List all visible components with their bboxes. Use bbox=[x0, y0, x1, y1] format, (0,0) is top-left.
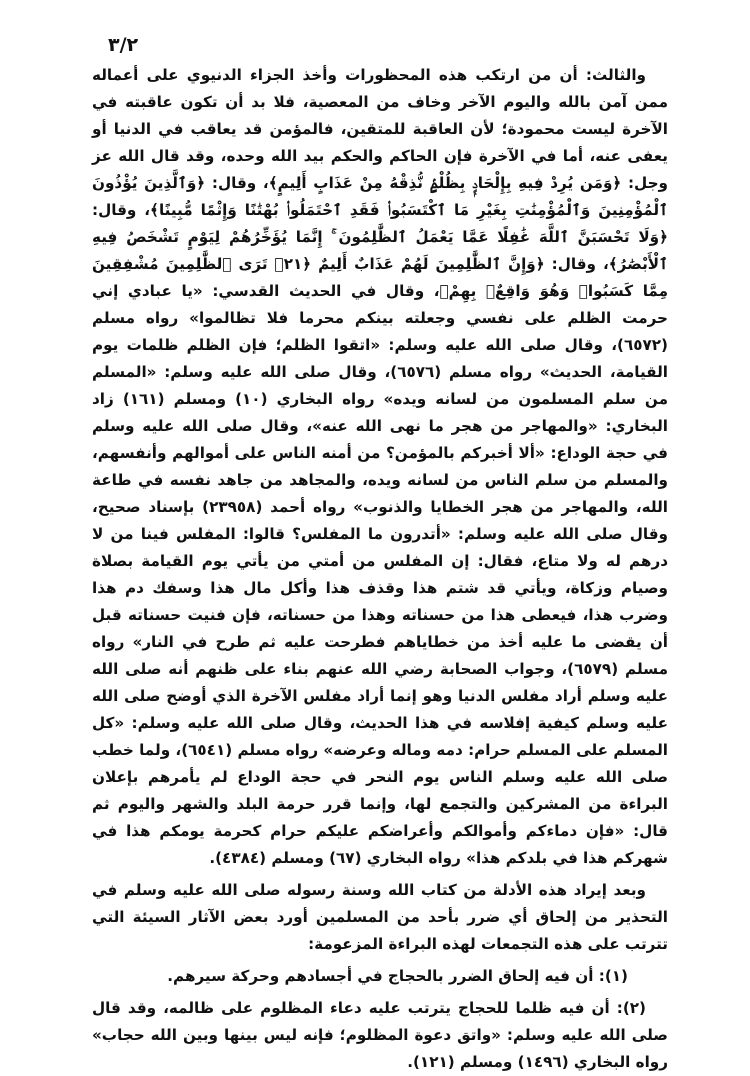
list-item-first-harm: (١): أن فيه إلحاق الضرر بالحجاج في أجسادهم وحركة سيرهم. bbox=[167, 967, 628, 985]
paragraph-evidence: والثالث: أن من ارتكب هذه المحظورات وأخذ الجزاء الدنيوي على أعماله ممن آمن بالله واليوم الآخر وخاف من المعصية، فلا بد أن تكون عاقبته في الآخرة ليست محمودة؛ لأن العاقبة للمتقين، فالمؤمن قد يعاقب في الدنيا أو يعفى عنه، أما في الآخرة فإن الحاكم والحكم بيد الله وحده، وقد قال الله عز وجل: ﴿وَمَن يُرِدْ فِيهِ بِإِلْحَادٍۭ بِظُلْمٍۢ نُّذِقْهُ مِنْ عَذَابٍ أَلِيمٍ﴾، وقال: ﴿وَٱلَّذِينَ يُؤْذُونَ ٱلْمُؤْمِنِينَ وَٱلْمُؤْمِنَٰتِ بِغَيْرِ مَا ٱكْتَسَبُوا۟ فَقَدِ ٱحْتَمَلُوا۟ بُهْتَٰنًا وَإِثْمًا مُّبِينًا﴾، وقال: ﴿وَلَا تَحْسَبَنَّ ٱللَّهَ غَٰفِلًا عَمَّا يَعْمَلُ ٱلظَّٰلِمُونَ ۚ إِنَّمَا يُؤَخِّرُهُمْ لِيَوْمٍ تَشْخَصُ فِيهِ ٱلْأَبْصَٰرُ﴾، وقال: ﴿وَإِنَّ ٱلظَّٰلِمِينَ لَهُمْ عَذَابٌ أَلِيمٌ ﴿٢١﴾ تَرَى ٱلظَّٰلِمِينَ مُشْفِقِينَ مِمَّا كَسَبُوا۟ وَهُوَ وَاقِعٌۢ بِهِمْ﴾، وقال في الحديث القدسي: «يا عبادي إني حرمت الظلم على نفسي وجعلته بينكم محرما فلا تظالموا» رواه مسلم (٦٥٧٢)، وقال صلى الله عليه وسلم: «اتقوا الظلم؛ فإن الظلم ظلمات يوم القيامة، الحديث» رواه مسلم (٦٥٧٦)، وقال صلى الله عليه وسلم: «المسلم من سلم المسلمون من لسانه ويده» رواه البخاري (١٠) ومسلم (١٦١) زاد البخاري: «والمهاجر من هجر ما نهى الله عنه»، وقال صلى الله عليه وسلم في حجة الوداع: «ألا أخبركم بالمؤمن؟ من أمنه الناس على أموالهم وأنفسهم، والمسلم من سلم الناس من لسانه ويده، والمجاهد من جاهد نفسه في طاعة الله، والمهاجر من هجر الخطايا والذنوب» رواه أحمد (٢٣٩٥٨) بإسناد صحيح، وقال صلى الله عليه وسلم: «أتدرون ما المفلس؟ قالوا: المفلس فينا من لا درهم له ولا متاع، فقال: إن المفلس من أمتي من يأتي يوم القيامة بصلاة وصيام وزكاة، ويأتي قد شتم هذا وقذف هذا وأكل مال هذا وسفك دم هذا وضرب هذا، فيعطى هذا من حسناته وهذا من حسناته، فإن فنيت حسناته قبل أن يقضى ما عليه أخذ من خطاياهم فطرحت عليه ثم طرح في النار» رواه مسلم (٦٥٧٩)، وجواب الصحابة رضي الله عنهم بناء على ظنهم أنه صلى الله عليه وسلم أراد مفلس الدنيا وهو إنما أراد مفلس الآخرة الذي أوضح صلى الله عليه وسلم كيفية إفلاسه في هذا الحديث، وقال صلى الله عليه وسلم: «كل المسلم على المسلم حرام: دمه وماله وعرضه» رواه مسلم (٦٥٤١)، ولما خطب صلى الله عليه وسلم الناس يوم النحر في حجة الوداع لم يأمرهم بإعلان البراءة من المشركين والتجمع لها، وإنما قرر حرمة البلد والشهر واليوم ثم قال: «فإن دماءكم وأموالكم وأعراضكم عليكم حرام كحرمة يومكم هذا في شهركم هذا في بلدكم هذا» رواه البخاري (٦٧) ومسلم (٤٣٨٤). bbox=[92, 66, 668, 867]
list-item-second-harm: (٢): أن فيه ظلما للحجاج يترتب عليه دعاء المظلوم على ظالمه، وقد قال صلى الله عليه وسلم: «واتق دعوة المظلوم؛ فإنه ليس بينها وبين الله حجاب» رواه البخاري (١٤٩٦) ومسلم (١٢١). bbox=[92, 999, 668, 1071]
document-body bbox=[92, 62, 668, 1076]
page-number: ٣/٢ bbox=[108, 34, 139, 56]
paragraph-transition: وبعد إيراد هذه الأدلة من كتاب الله وسنة رسوله صلى الله عليه وسلم في التحذير من إلحاق أي ضرر بأحد من المسلمين أورد بعض الآثار السيئة التي تترتب على هذه التجمعات لهذه البراءة المزعومة: bbox=[92, 881, 668, 953]
